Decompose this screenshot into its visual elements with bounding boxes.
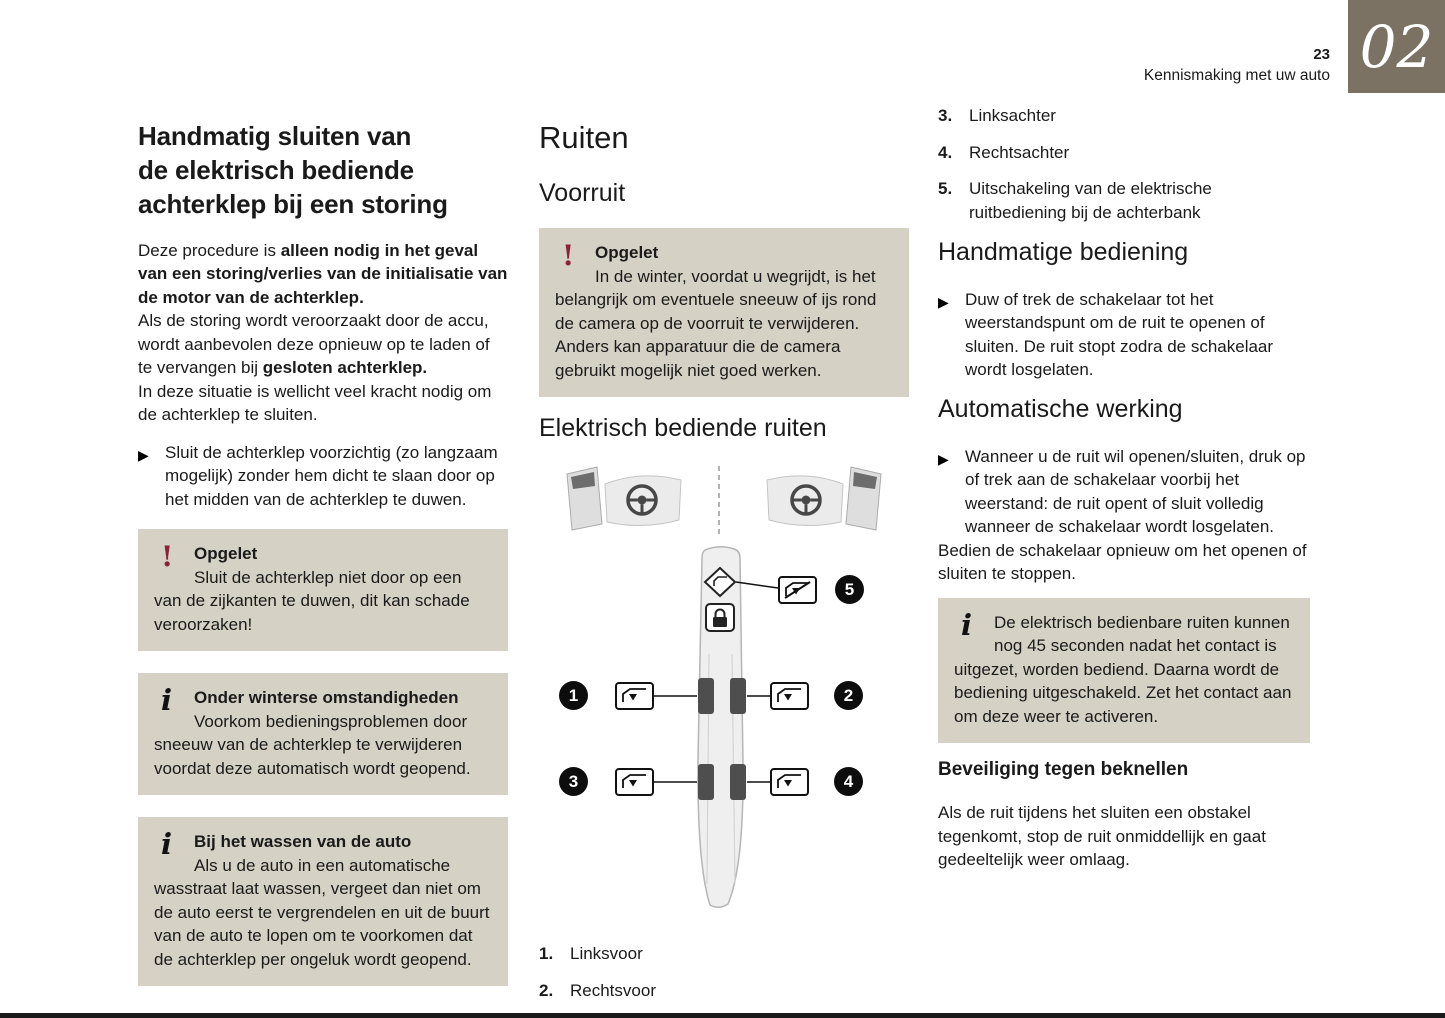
box-title: Onder winterse omstandigheden (194, 688, 459, 708)
heading-line: de elektrisch bediende (138, 155, 414, 186)
chapter-number: 02 (1359, 12, 1434, 81)
heading-line: Handmatig sluiten van (138, 121, 412, 152)
info-box-winter-conditions (138, 673, 508, 795)
callout-4: 4 (834, 767, 863, 796)
info-box-car-wash (138, 817, 508, 986)
instruction-bullet-manual (938, 288, 1310, 382)
heading-anti-pinch: Beveiliging tegen beknellen (938, 759, 1189, 780)
switch-front-right (730, 678, 746, 714)
window-disable-icon (779, 577, 816, 603)
box-text: Als u de auto in een automatische wasstraat laat wassen, vergeet dan niet om de auto eerst te vergrendelen en uit de buurt van de auto te lopen om te voorkomen dat de achterklep per ongeluk wordt geopend. (154, 855, 490, 969)
bullet-arrow-icon: ▶ (938, 450, 949, 467)
instruction-bullet-close-tailgate (138, 441, 508, 512)
window-legend-rear (938, 104, 1310, 224)
paragraph-stop-operation: Bedien de schakelaar opnieuw om het openen of sluiten te stoppen. (938, 540, 1307, 583)
window-icon-front-left (616, 683, 653, 709)
window-icon-front-right (771, 683, 808, 709)
warning-box-windscreen-camera (539, 228, 909, 397)
list-number: 2. (539, 980, 554, 1000)
info-icon-column (154, 683, 194, 732)
callout-1: 1 (559, 681, 588, 710)
door-lock-button-icon (706, 604, 734, 631)
page-number: 23 (1313, 46, 1330, 63)
info-box-45-seconds (938, 598, 1310, 744)
info-icon-column (154, 827, 194, 876)
list-number: 3. (938, 106, 953, 125)
box-text: In de winter, voordat u wegrijdt, is het belangrijk om eventuele sneeuw of ijs rond de camera op de voorruit te verwijderen. Anders kan apparatuur die de camera gebruikt mogelijk niet goed werken. (555, 266, 877, 380)
box-text: Sluit de achterklep niet door op een van de zijkanten te duwen, dit kan schade veroorzaken! (154, 567, 470, 634)
text-segment-bold: gesloten achterklep. (262, 358, 428, 378)
list-number: 1. (539, 944, 554, 964)
list-item (539, 942, 909, 966)
list-label: Rechtsvoor (570, 980, 656, 1000)
paragraph-anti-pinch: Als de ruit tijdens het sluiten een obstakel tegenkomt, stop de ruit onmiddellijk en gaat gedeeltelijk weer omlaag. (938, 803, 1266, 869)
switch-rear-left (698, 764, 714, 800)
list-number: 4. (938, 142, 953, 162)
window-legend-front (539, 942, 909, 1002)
intro-paragraph-3: In deze situatie is wellicht veel kracht nodig om de achterklep te sluiten. (138, 381, 492, 425)
box-title: Bij het wassen van de auto (194, 832, 412, 852)
column-right (938, 104, 1310, 872)
info-icon: i (161, 683, 173, 718)
bullet-text: Wanneer u de ruit wil openen/sluiten, druk op of trek aan de schakelaar voorbij het weerstand: de ruit opent of sluit volledig wanneer de schakelaar wordt losgelaten. (965, 446, 1306, 536)
callout-2: 2 (834, 681, 863, 710)
list-item (938, 177, 1310, 224)
list-label: Linksachter (969, 106, 1056, 125)
door-switch-panel (698, 547, 746, 908)
window-switches-illustration (539, 464, 909, 926)
instruction-bullet-automatic (938, 445, 1310, 539)
text-segment: Als de storing wordt veroorzaakt door de accu, wordt aanbevolen deze opnieuw op te laden of te vervangen bij (138, 311, 490, 378)
callout-5: 5 (835, 575, 864, 604)
page-section-title: Kennismaking met uw auto (1143, 67, 1330, 84)
list-label: Rechtsachter (969, 142, 1070, 162)
list-item (938, 104, 1310, 128)
box-title: Opgelet (194, 544, 258, 564)
heading-electric-windows: Elektrisch bediende ruiten (539, 414, 827, 443)
warning-exclamation-icon: ! (161, 540, 174, 574)
info-icon: i (961, 607, 973, 642)
bullet-text: Duw of trek de schakelaar tot het weerstandspunt om de ruit te openen of sluiten. De ruit stopt zodra de schakelaar wordt losgelaten. (965, 289, 1274, 380)
warning-box-tailgate (138, 529, 508, 651)
switch-rear-right (730, 764, 746, 800)
heading-line: achterklep bij een storing (138, 189, 448, 220)
window-icon-rear-right (771, 769, 808, 795)
steering-wheel-right-icon (792, 486, 820, 514)
list-item (938, 141, 1310, 165)
column-left (138, 102, 508, 986)
list-label: Linksvoor (570, 944, 643, 964)
window-icon-rear-left (616, 769, 653, 795)
warning-icon-column (154, 542, 194, 588)
list-number: 5. (938, 179, 953, 198)
box-text: Voorkom bedieningsproblemen door sneeuw van de achterklep te verwijderen voordat deze automatisch wordt geopend. (154, 711, 471, 778)
warning-icon-column (555, 241, 595, 287)
heading-windscreen: Voorruit (539, 178, 626, 207)
list-label: Uitschakeling van de elektrische ruitbediening bij de achterbank (969, 179, 1212, 222)
bullet-arrow-icon: ▶ (138, 446, 149, 463)
column-middle (539, 98, 909, 1015)
chapter-tab (1348, 0, 1445, 93)
heading-tailgate-manual-close (138, 119, 508, 221)
heading-windows: Ruiten (539, 119, 629, 155)
bullet-arrow-icon: ▶ (938, 293, 949, 310)
page-bottom-rule (0, 1013, 1445, 1018)
callout-3: 3 (559, 767, 588, 796)
heading-manual-operation: Handmatige bediening (938, 238, 1189, 266)
list-item (539, 979, 909, 1003)
text-segment: Deze procedure is (138, 240, 281, 260)
text-segment-bold: alleen nodig in het geval van een storing/verlies van de initialisatie van de motor van de achterklep. (138, 240, 508, 307)
intro-paragraph-2 (138, 309, 508, 380)
info-icon: i (161, 827, 173, 862)
bullet-text: Sluit de achterklep voorzichtig (zo langzaam mogelijk) zonder hem dicht te slaan door op het midden van de achterklep te duwen. (165, 442, 498, 509)
box-title: Opgelet (595, 243, 659, 263)
box-text: De elektrisch bedienbare ruiten kunnen nog 45 seconden nadat het contact is uitgezet, worden bediend. Daarna wordt de bediening uitgeschakeld. Zet het contact aan om deze weer te activeren. (954, 612, 1292, 726)
intro-paragraph-1 (138, 239, 508, 310)
heading-automatic-operation: Automatische werking (938, 394, 1183, 423)
steering-wheel-left-icon (628, 486, 656, 514)
car-doors-schematic (567, 466, 881, 536)
switch-front-left (698, 678, 714, 714)
info-icon-column (954, 607, 994, 657)
warning-exclamation-icon: ! (562, 239, 575, 273)
